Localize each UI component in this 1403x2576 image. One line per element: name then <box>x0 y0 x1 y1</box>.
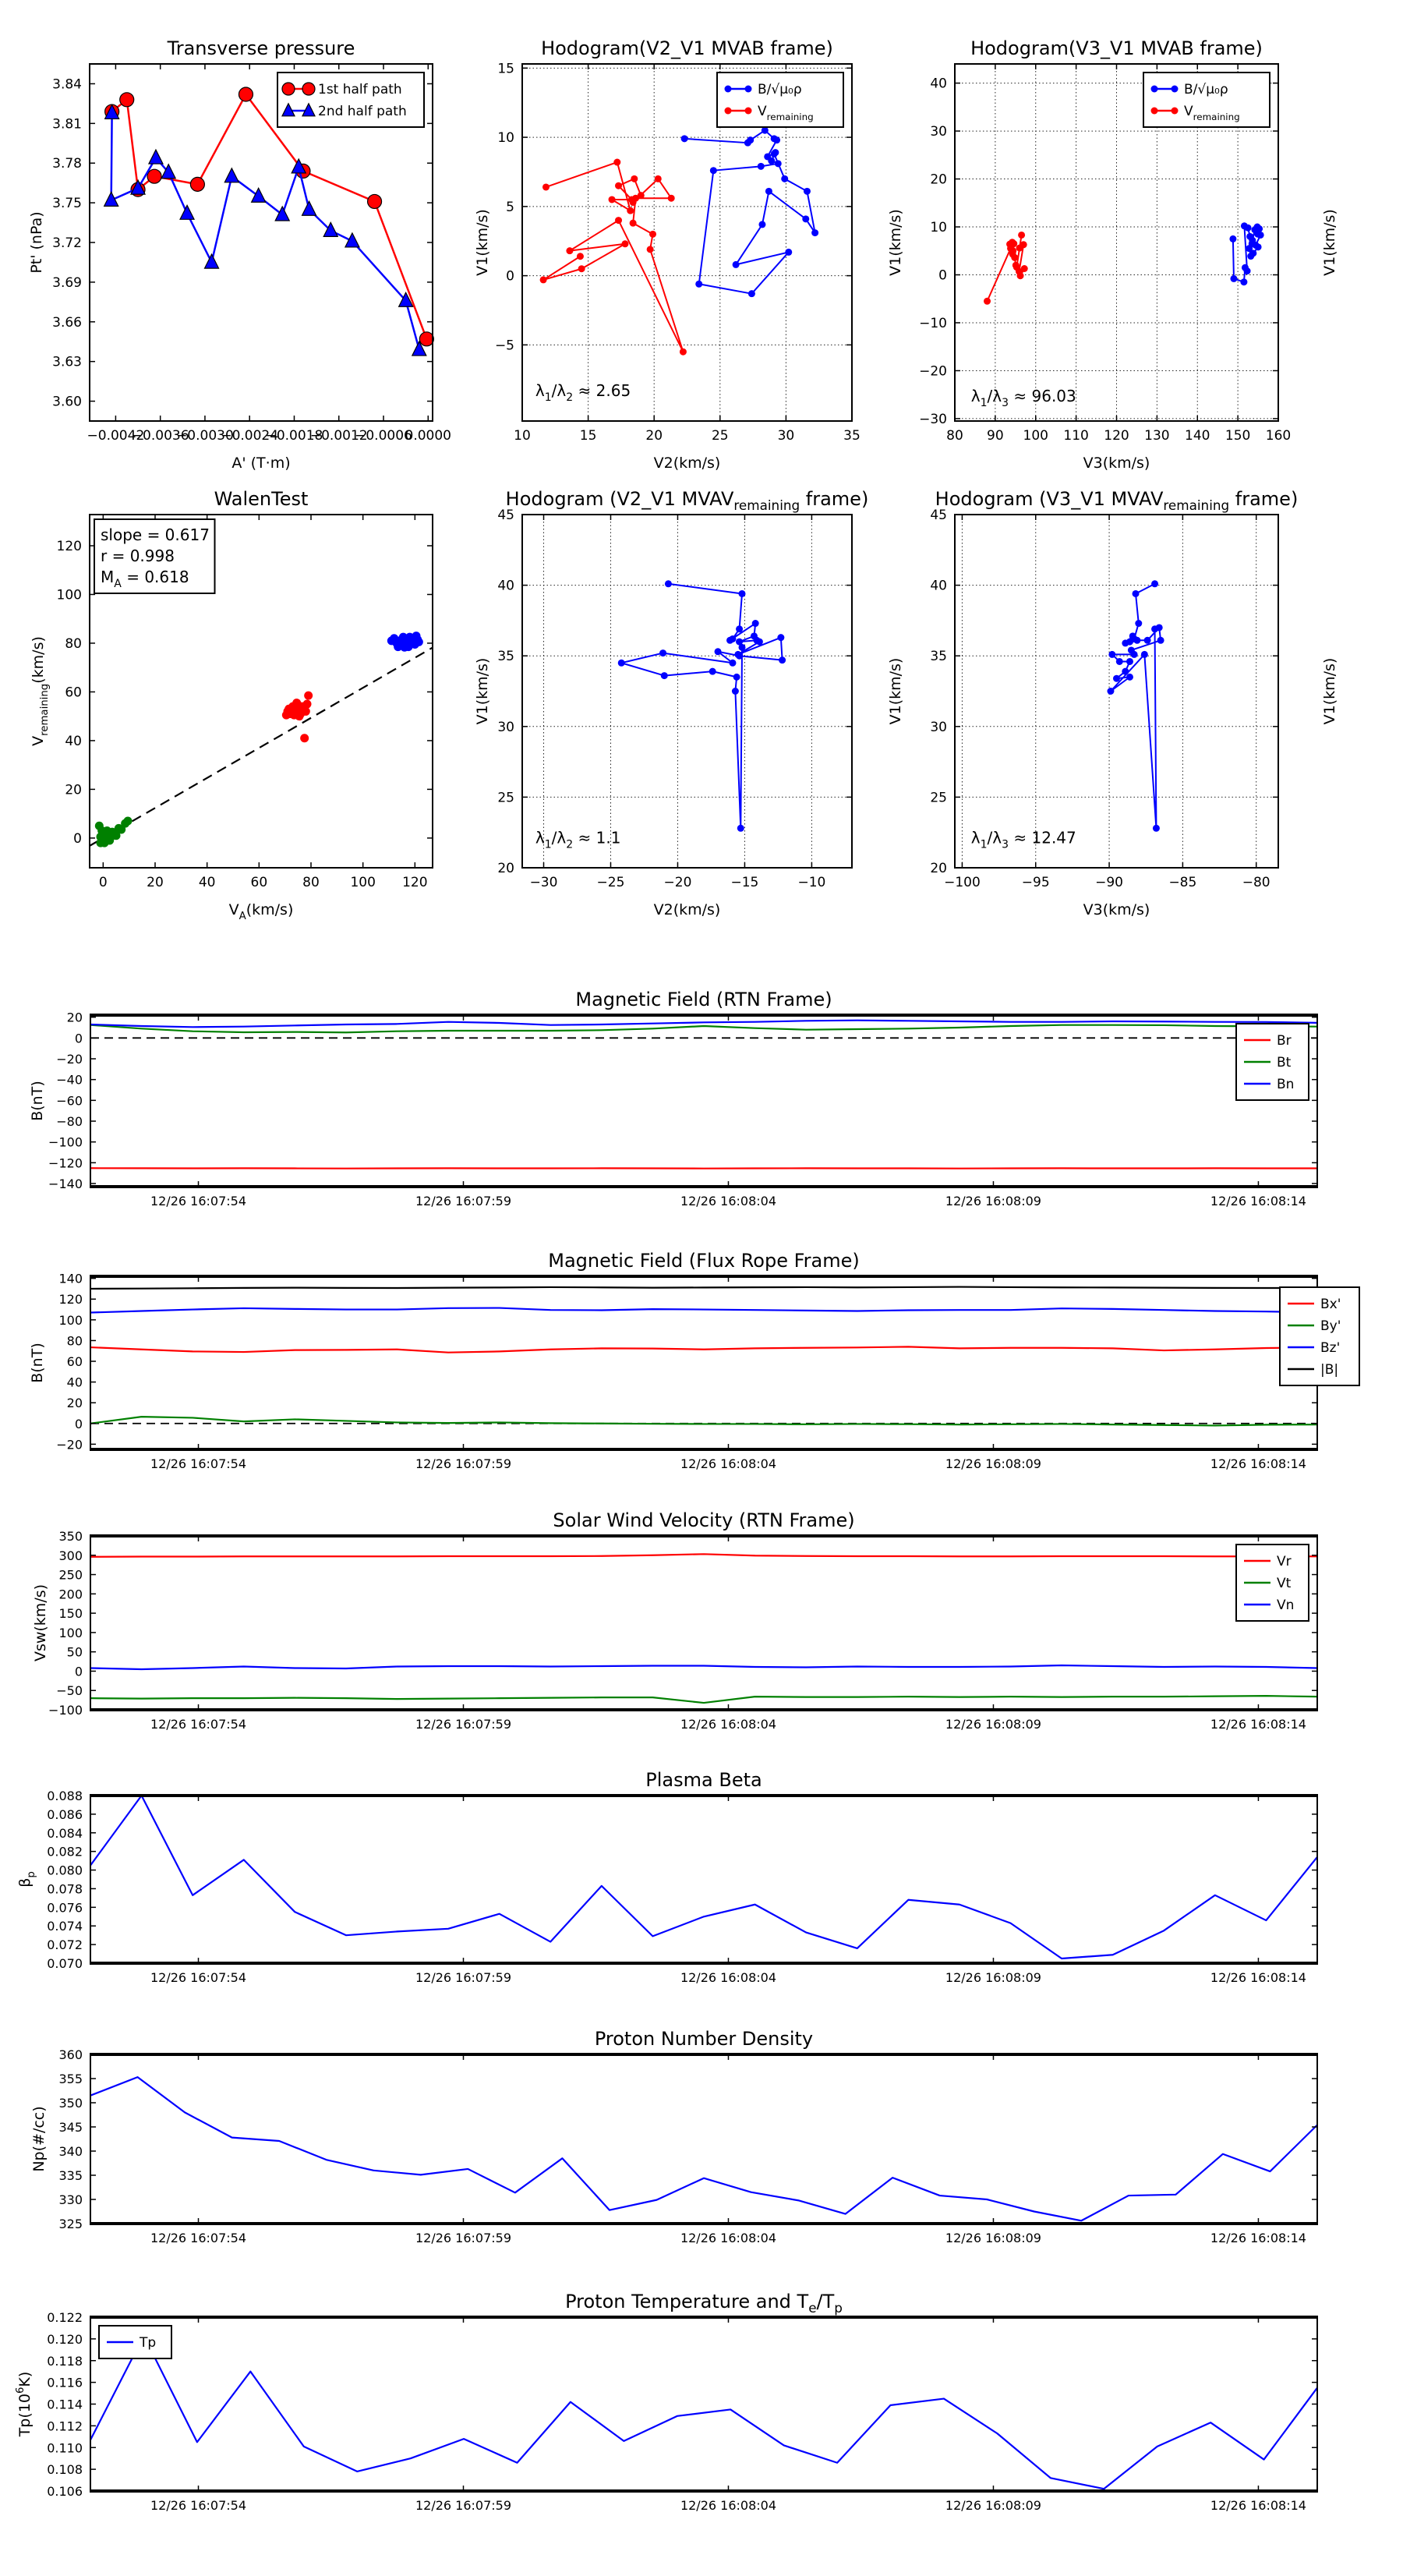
svg-text:V1(km/s): V1(km/s) <box>887 209 904 276</box>
svg-text:40: 40 <box>66 1375 83 1390</box>
svg-text:0: 0 <box>506 268 514 285</box>
svg-text:12/26 16:08:09: 12/26 16:08:09 <box>945 2231 1041 2245</box>
svg-text:25: 25 <box>711 428 729 444</box>
svg-text:Magnetic Field (Flux Rope Fram: Magnetic Field (Flux Rope Frame) <box>548 1250 860 1272</box>
svg-text:80: 80 <box>302 875 320 890</box>
svg-text:V2(km/s): V2(km/s) <box>653 901 721 918</box>
svg-text:12/26 16:08:09: 12/26 16:08:09 <box>945 2498 1041 2513</box>
svg-text:40: 40 <box>930 76 947 92</box>
svg-text:V1(km/s): V1(km/s) <box>474 657 491 725</box>
svg-text:3.66: 3.66 <box>52 314 82 331</box>
svg-text:λ1​/λ2​ ≈ 2.65: $\lambda_1/\lambda_2 \approx 2.65$ <box>535 380 631 404</box>
svg-text:−0.0030: −0.0030 <box>176 428 234 444</box>
svg-text:A' (T·m): A' (T·m) <box>231 455 291 472</box>
svg-text:20: 20 <box>645 428 663 444</box>
svg-text:12/26 16:07:54: 12/26 16:07:54 <box>150 2231 247 2245</box>
svg-text:45: 45 <box>497 508 514 523</box>
svg-text:12/26 16:08:04: 12/26 16:08:04 <box>680 2231 777 2245</box>
svg-text:20: 20 <box>66 1396 83 1411</box>
svg-text:Vremaining​: $V_{remaining}$ <box>758 104 814 122</box>
svg-text:−90: −90 <box>1095 875 1124 890</box>
svg-text:335: 335 <box>58 2168 83 2183</box>
svg-text:r = 0.998: r = 0.998 <box>101 547 175 565</box>
svg-text:B/√μ₀ρ: B/√μ₀ρ <box>758 82 802 97</box>
svg-text:60: 60 <box>66 1354 83 1370</box>
svg-text:−100: −100 <box>48 1703 83 1718</box>
svg-text:130: 130 <box>1144 428 1170 444</box>
svg-text:12/26 16:08:04: 12/26 16:08:04 <box>680 1194 777 1208</box>
svg-text:120: 120 <box>402 875 428 890</box>
svg-text:By': By' <box>1320 1318 1341 1334</box>
svg-text:60: 60 <box>65 685 82 701</box>
svg-text:−80: −80 <box>56 1114 83 1129</box>
svg-text:−5: −5 <box>494 338 514 354</box>
svg-text:Bt: Bt <box>1277 1055 1292 1070</box>
svg-text:−0.0012: −0.0012 <box>309 428 368 444</box>
svg-text:30: 30 <box>777 428 795 444</box>
svg-text:−50: −50 <box>56 1683 83 1699</box>
svg-text:−20: −20 <box>663 875 692 890</box>
svg-text:−100: −100 <box>48 1134 83 1150</box>
svg-text:12/26 16:08:09: 12/26 16:08:09 <box>945 1717 1041 1732</box>
svg-text:0.118: 0.118 <box>47 2353 83 2369</box>
svg-text:140: 140 <box>58 1271 83 1286</box>
svg-text:12/26 16:07:59: 12/26 16:07:59 <box>415 1717 512 1732</box>
svg-text:V3(km/s): V3(km/s) <box>1083 455 1150 472</box>
svg-text:120: 120 <box>58 1292 83 1307</box>
svg-text:−30: −30 <box>529 875 558 890</box>
svg-text:λ1​/λ3​ ≈ 12.47: $\lambda_1/\lambda_3 \approx 12.47$ <box>970 828 1076 851</box>
svg-text:12/26 16:08:14: 12/26 16:08:14 <box>1210 2498 1306 2513</box>
svg-text:3.69: 3.69 <box>52 274 82 291</box>
svg-text:12/26 16:08:04: 12/26 16:08:04 <box>680 2498 777 2513</box>
svg-text:Hodogram (V3_V1 MVAVremaining​: Hodogram (V3_V1 $MVAV_{remaining}$ frame) <box>935 488 1299 513</box>
svg-text:30: 30 <box>930 124 947 140</box>
svg-text:0.0000: 0.0000 <box>405 428 452 444</box>
svg-text:12/26 16:07:59: 12/26 16:07:59 <box>415 1194 512 1208</box>
svg-text:Hodogram(V3_V1 MVAB frame): Hodogram(V3_V1 MVAB frame) <box>970 37 1263 59</box>
svg-text:80: 80 <box>66 1333 83 1349</box>
svg-text:12/26 16:07:59: 12/26 16:07:59 <box>415 1970 512 1985</box>
svg-text:V1(km/s): V1(km/s) <box>887 657 904 725</box>
svg-text:80: 80 <box>65 635 82 652</box>
svg-text:0.106: 0.106 <box>47 2484 83 2499</box>
svg-text:−25: −25 <box>596 875 625 890</box>
svg-text:Np(#/cc): Np(#/cc) <box>30 2106 48 2172</box>
svg-text:0.076: 0.076 <box>47 1900 83 1916</box>
svg-text:30: 30 <box>497 719 514 735</box>
svg-text:Vremaining​(km/s): $V_{remaining}(km/s)$ <box>30 636 51 746</box>
svg-text:40: 40 <box>198 875 216 890</box>
svg-text:20: 20 <box>66 1010 83 1025</box>
svg-text:0.112: 0.112 <box>47 2419 83 2434</box>
svg-text:100: 100 <box>56 587 82 603</box>
svg-text:Hodogram (V2_V1 MVAVremaining​: Hodogram (V2_V1 $MVAV_{remaining}$ frame) <box>505 488 869 513</box>
svg-text:−20: −20 <box>56 1052 83 1067</box>
svg-text:0: 0 <box>73 830 82 847</box>
svg-text:12/26 16:07:54: 12/26 16:07:54 <box>150 1970 247 1985</box>
svg-text:B(nT): B(nT) <box>29 1343 46 1383</box>
svg-text:−0.0036: −0.0036 <box>131 428 189 444</box>
svg-text:12/26 16:07:54: 12/26 16:07:54 <box>150 1456 247 1471</box>
transverse-pressure-chart <box>28 37 451 472</box>
svg-text:Vt: Vt <box>1277 1576 1292 1591</box>
svg-text:350: 350 <box>58 1529 83 1544</box>
svg-text:βp​: $\beta_p$ <box>16 1871 37 1888</box>
hodogram-v2v1-mvab-chart <box>474 37 861 472</box>
svg-text:100: 100 <box>350 875 376 890</box>
svg-text:12/26 16:07:59: 12/26 16:07:59 <box>415 2231 512 2245</box>
svg-text:3.81: 3.81 <box>52 116 82 133</box>
svg-text:−15: −15 <box>730 875 759 890</box>
svg-text:0: 0 <box>74 1031 83 1046</box>
svg-text:355: 355 <box>58 2072 83 2086</box>
svg-text:360: 360 <box>58 2047 83 2062</box>
svg-text:Plasma Beta: Plasma Beta <box>645 1769 762 1791</box>
svg-text:0.114: 0.114 <box>47 2397 83 2412</box>
svg-text:12/26 16:08:14: 12/26 16:08:14 <box>1210 1194 1306 1208</box>
svg-text:slope = 0.617: slope = 0.617 <box>101 525 210 544</box>
svg-text:0.074: 0.074 <box>47 1919 83 1934</box>
svg-text:0.078: 0.078 <box>47 1881 83 1897</box>
svg-text:345: 345 <box>58 2120 83 2135</box>
svg-text:200: 200 <box>58 1587 83 1602</box>
svg-text:Vn: Vn <box>1277 1598 1295 1613</box>
svg-text:20: 20 <box>147 875 164 890</box>
svg-text:12/26 16:08:04: 12/26 16:08:04 <box>680 1717 777 1732</box>
svg-text:0.084: 0.084 <box>47 1825 83 1841</box>
svg-text:100: 100 <box>58 1312 83 1328</box>
hodogram-v2v1-mvav-chart <box>474 488 868 918</box>
svg-text:20: 20 <box>65 782 82 798</box>
hodogram-v3v1-mvav-chart <box>887 488 1338 918</box>
svg-text:1st half path: 1st half path <box>318 82 402 97</box>
svg-text:3.60: 3.60 <box>52 394 82 410</box>
svg-text:Bx': Bx' <box>1320 1297 1341 1312</box>
svg-text:0: 0 <box>938 267 947 284</box>
svg-text:−60: −60 <box>56 1093 83 1109</box>
svg-text:−95: −95 <box>1021 875 1050 890</box>
svg-text:λ1​/λ3​ ≈ 96.03: $\lambda_1/\lambda_3 \approx 96.03$ <box>970 386 1076 409</box>
svg-text:0.082: 0.082 <box>47 1844 83 1859</box>
svg-text:2nd half path: 2nd half path <box>318 104 407 119</box>
svg-text:Vsw(km/s): Vsw(km/s) <box>32 1583 49 1662</box>
svg-text:B/√μ₀ρ: B/√μ₀ρ <box>1184 82 1228 97</box>
svg-text:0: 0 <box>74 1416 83 1431</box>
svg-text:12/26 16:07:54: 12/26 16:07:54 <box>150 1717 247 1732</box>
svg-text:12/26 16:08:09: 12/26 16:08:09 <box>945 1194 1041 1208</box>
svg-text:Tp(106​K): $Tp(10^6K)$ <box>15 2371 34 2437</box>
walen-test-chart <box>30 488 433 922</box>
svg-text:−0.0024: −0.0024 <box>221 428 279 444</box>
svg-text:100: 100 <box>1023 428 1048 444</box>
svg-text:350: 350 <box>58 2096 83 2111</box>
proton-temp-chart <box>15 2291 1318 2513</box>
svg-text:120: 120 <box>56 538 82 554</box>
svg-text:0.086: 0.086 <box>47 1806 83 1822</box>
svg-text:90: 90 <box>987 428 1004 444</box>
svg-text:0.110: 0.110 <box>47 2440 83 2456</box>
svg-text:Hodogram(V2_V1 MVAB frame): Hodogram(V2_V1 MVAB frame) <box>541 37 833 59</box>
svg-text:−0.0018: −0.0018 <box>265 428 323 444</box>
svg-text:V1(km/s): V1(km/s) <box>1321 657 1338 725</box>
svg-text:3.78: 3.78 <box>52 156 82 172</box>
svg-text:12/26 16:08:09: 12/26 16:08:09 <box>945 1456 1041 1471</box>
svg-text:−10: −10 <box>797 875 826 890</box>
b-fluxrope-chart <box>29 1250 1359 1471</box>
svg-text:Vr: Vr <box>1277 1554 1292 1569</box>
svg-text:20: 20 <box>930 861 947 876</box>
svg-text:MA​ = 0.618: $M_A = 0.618$ <box>101 568 189 590</box>
svg-text:−30: −30 <box>919 411 947 427</box>
svg-text:V1(km/s): V1(km/s) <box>1321 209 1338 276</box>
svg-text:WalenTest: WalenTest <box>214 488 309 510</box>
svg-text:20: 20 <box>497 861 514 876</box>
svg-text:45: 45 <box>930 508 947 523</box>
svg-text:250: 250 <box>58 1567 83 1583</box>
svg-text:−0.0006: −0.0006 <box>355 428 412 444</box>
svg-text:5: 5 <box>506 199 514 215</box>
svg-text:0.116: 0.116 <box>47 2375 83 2390</box>
svg-text:3.84: 3.84 <box>52 76 82 93</box>
svg-text:3.63: 3.63 <box>52 354 82 370</box>
svg-text:25: 25 <box>497 790 514 806</box>
svg-text:40: 40 <box>497 578 514 594</box>
svg-text:3.72: 3.72 <box>52 235 82 251</box>
svg-text:15: 15 <box>497 61 514 77</box>
vsw-rtn-chart <box>32 1509 1318 1732</box>
svg-text:0.120: 0.120 <box>47 2331 83 2347</box>
svg-text:12/26 16:08:04: 12/26 16:08:04 <box>680 1970 777 1985</box>
svg-text:15: 15 <box>579 428 597 444</box>
svg-text:340: 340 <box>58 2144 83 2159</box>
svg-text:12/26 16:08:14: 12/26 16:08:14 <box>1210 2231 1306 2245</box>
svg-text:12/26 16:08:14: 12/26 16:08:14 <box>1210 1456 1306 1471</box>
svg-text:10: 10 <box>497 130 514 147</box>
svg-text:0.108: 0.108 <box>47 2462 83 2478</box>
plasma-beta-chart <box>16 1769 1318 1985</box>
svg-text:35: 35 <box>930 649 947 665</box>
svg-text:10: 10 <box>514 428 531 444</box>
svg-text:−20: −20 <box>56 1437 83 1453</box>
svg-text:−100: −100 <box>944 875 981 890</box>
svg-text:12/26 16:08:14: 12/26 16:08:14 <box>1210 1717 1306 1732</box>
svg-text:λ1​/λ2​ ≈ 1.1: $\lambda_1/\lambda_2 \approx 1.1$ <box>535 828 621 851</box>
svg-text:10: 10 <box>930 220 947 236</box>
svg-text:0: 0 <box>74 1664 83 1679</box>
svg-text:110: 110 <box>1063 428 1089 444</box>
svg-text:−140: −140 <box>48 1177 83 1191</box>
svg-text:−40: −40 <box>56 1072 83 1088</box>
svg-text:300: 300 <box>58 1548 83 1563</box>
svg-text:12/26 16:08:14: 12/26 16:08:14 <box>1210 1970 1306 1985</box>
svg-text:50: 50 <box>66 1644 83 1660</box>
svg-text:−85: −85 <box>1168 875 1197 890</box>
svg-text:−20: −20 <box>919 363 947 380</box>
svg-text:330: 330 <box>58 2192 83 2207</box>
svg-text:Br: Br <box>1277 1033 1292 1049</box>
svg-text:100: 100 <box>58 1625 83 1640</box>
svg-text:35: 35 <box>497 649 514 665</box>
svg-text:V3(km/s): V3(km/s) <box>1083 901 1150 918</box>
svg-text:12/26 16:08:09: 12/26 16:08:09 <box>945 1970 1041 1985</box>
svg-text:3.75: 3.75 <box>52 196 82 212</box>
svg-text:Proton Number Density: Proton Number Density <box>594 2028 814 2050</box>
svg-text:−0.0042: −0.0042 <box>87 428 145 444</box>
svg-text:Vremaining​: $V_{remaining}$ <box>1184 104 1240 122</box>
svg-text:0.080: 0.080 <box>47 1863 83 1878</box>
svg-text:V2(km/s): V2(km/s) <box>653 455 721 472</box>
proton-density-chart <box>30 2028 1318 2245</box>
svg-text:B(nT): B(nT) <box>29 1081 46 1121</box>
svg-text:0.088: 0.088 <box>47 1789 83 1803</box>
svg-text:Bz': Bz' <box>1320 1340 1341 1356</box>
svg-text:40: 40 <box>65 733 82 749</box>
svg-text:0.070: 0.070 <box>47 1956 83 1971</box>
svg-text:60: 60 <box>250 875 268 890</box>
svg-text:V1(km/s): V1(km/s) <box>474 209 491 276</box>
svg-text:150: 150 <box>58 1606 83 1622</box>
svg-text:40: 40 <box>930 578 947 594</box>
svg-text:12/26 16:07:59: 12/26 16:07:59 <box>415 1456 512 1471</box>
svg-text:35: 35 <box>843 428 861 444</box>
b-rtn-chart <box>29 989 1318 1208</box>
svg-text:80: 80 <box>946 428 963 444</box>
svg-text:325: 325 <box>58 2217 83 2231</box>
svg-text:0: 0 <box>98 875 108 890</box>
svg-text:|B|: |B| <box>1320 1362 1339 1378</box>
svg-text:0.122: 0.122 <box>47 2310 83 2325</box>
svg-text:−10: −10 <box>919 315 947 331</box>
svg-text:12/26 16:08:04: 12/26 16:08:04 <box>680 1456 777 1471</box>
svg-text:−80: −80 <box>1242 875 1270 890</box>
hodogram-v3v1-mvab-chart <box>887 37 1338 472</box>
svg-text:160: 160 <box>1265 428 1292 444</box>
svg-text:20: 20 <box>930 172 947 188</box>
svg-text:Transverse pressure: Transverse pressure <box>167 37 355 59</box>
svg-text:Proton Temperature and Te​/Tp​: Proton Temperature and $T_e/T_p$ <box>565 2291 843 2316</box>
svg-text:12/26 16:07:54: 12/26 16:07:54 <box>150 1194 247 1208</box>
svg-text:Solar Wind Velocity (RTN Frame: Solar Wind Velocity (RTN Frame) <box>553 1509 855 1531</box>
svg-text:25: 25 <box>930 790 947 806</box>
svg-text:150: 150 <box>1225 428 1251 444</box>
svg-text:Pt' (nPa): Pt' (nPa) <box>28 211 45 274</box>
svg-text:12/26 16:07:59: 12/26 16:07:59 <box>415 2498 512 2513</box>
svg-text:0.072: 0.072 <box>47 1937 83 1953</box>
svg-text:140: 140 <box>1185 428 1210 444</box>
svg-text:Magnetic Field (RTN Frame): Magnetic Field (RTN Frame) <box>575 989 832 1010</box>
svg-text:30: 30 <box>930 719 947 735</box>
svg-text:Tp: Tp <box>140 2335 157 2351</box>
svg-text:120: 120 <box>1104 428 1129 444</box>
svg-text:VA​(km/s): $V_A(km/s)$ <box>228 901 294 922</box>
svg-text:−120: −120 <box>48 1155 83 1171</box>
svg-text:12/26 16:07:54: 12/26 16:07:54 <box>150 2498 247 2513</box>
svg-text:Bn: Bn <box>1277 1077 1295 1092</box>
